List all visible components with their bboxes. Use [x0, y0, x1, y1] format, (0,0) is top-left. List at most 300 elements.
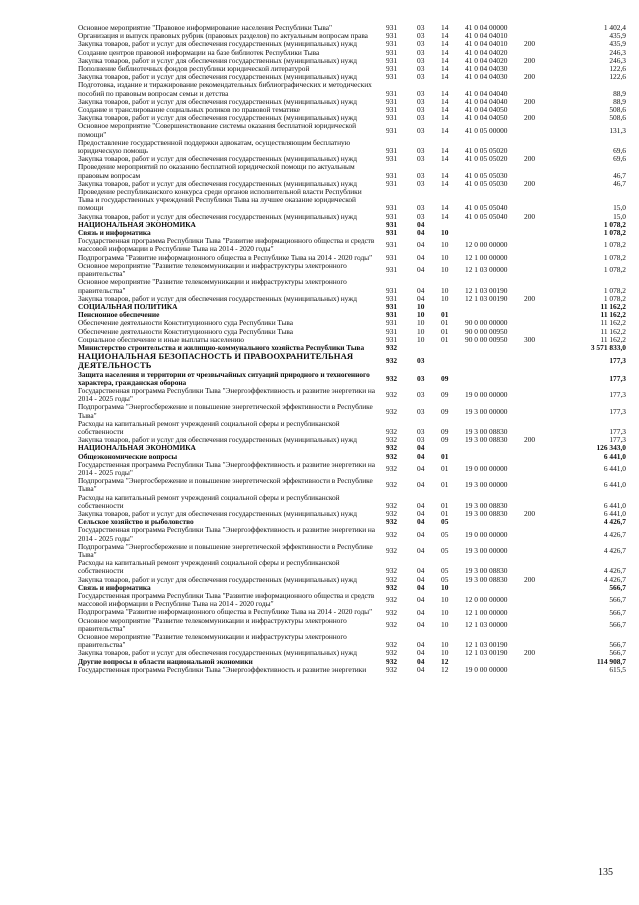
ministry-code: 931 — [386, 334, 398, 344]
section-code: 03 — [417, 178, 425, 188]
amount: 122,6 — [609, 64, 626, 74]
amount: 1 078,2 — [603, 285, 626, 295]
ministry-code: 932 — [386, 463, 398, 473]
section-code: 03 — [417, 406, 425, 416]
subsection-code: 09 — [441, 373, 449, 383]
table-row — [78, 494, 626, 510]
amount: 508,6 — [609, 113, 626, 123]
expense-type-code: 200 — [524, 508, 536, 518]
amount: 566,7 — [609, 648, 626, 658]
row-name: Подпрограмма "Энергосбережение и повышение энергетической эффективности в Республике Тыва" — [78, 476, 373, 494]
amount: 1 078,2 — [603, 264, 626, 274]
subsection-code: 09 — [441, 435, 449, 445]
subsection-code: 10 — [441, 228, 449, 238]
budget-table — [78, 24, 626, 674]
section-code: 04 — [417, 240, 425, 250]
amount: 6 441,0 — [603, 463, 626, 473]
expense-type-code: 200 — [524, 154, 536, 164]
ministry-code: 932 — [386, 500, 398, 510]
section-code: 04 — [417, 566, 425, 576]
target-article-code: 19 0 00 00000 — [465, 390, 508, 400]
row-name: Основное мероприятие "Развитие телекоммуникации и инфраструктуры электронного правительства" — [78, 615, 347, 633]
amount: 177,3 — [609, 356, 626, 366]
table-row — [78, 666, 626, 674]
amount: 1 078,2 — [603, 252, 626, 262]
subsection-code: 14 — [441, 31, 449, 41]
section-code: 04 — [417, 664, 425, 674]
target-article-code: 41 0 05 05020 — [465, 154, 508, 164]
subsection-code: 14 — [441, 113, 449, 123]
ministry-code: 931 — [386, 318, 398, 328]
section-code: 04 — [417, 517, 425, 527]
ministry-code: 931 — [386, 326, 398, 336]
amount: 88,9 — [613, 96, 626, 106]
amount: 11 162,2 — [600, 318, 626, 328]
ministry-code: 932 — [386, 595, 398, 605]
table-row — [78, 303, 626, 311]
amount: 15,0 — [613, 211, 626, 221]
subsection-code: 14 — [441, 64, 449, 74]
section-code: 10 — [417, 334, 425, 344]
amount: 246,3 — [609, 47, 626, 57]
section-code: 04 — [417, 619, 425, 629]
subsection-code: 05 — [441, 574, 449, 584]
ministry-code: 932 — [386, 373, 398, 383]
target-article-code: 41 0 04 04050 — [465, 105, 508, 115]
row-name: Связь и информатика — [78, 228, 151, 238]
row-name: Закупка товаров, работ и услуг для обеспечения государственных (муниципальных) нужд — [78, 39, 357, 49]
amount: 566,7 — [609, 640, 626, 650]
section-code: 04 — [417, 219, 425, 229]
expense-type-code: 200 — [524, 211, 536, 221]
target-article-code: 41 0 05 05030 — [465, 170, 508, 180]
amount: 88,9 — [613, 88, 626, 98]
target-article-code: 41 0 04 04010 — [465, 39, 508, 49]
subsection-code: 14 — [441, 23, 449, 32]
amount: 1 402,4 — [603, 23, 626, 32]
ministry-code: 931 — [386, 31, 398, 41]
ministry-code: 931 — [386, 23, 398, 32]
row-name: Закупка товаров, работ и услуг для обеспечения государственных (муниципальных) нужд — [78, 154, 357, 164]
amount: 508,6 — [609, 105, 626, 115]
section-code: 04 — [417, 648, 425, 658]
section-code: 03 — [417, 125, 425, 135]
row-name: Подпрограмма "Развитие информационного общества в Республике Тыва на 2014 - 2020 годы" — [78, 252, 373, 262]
ministry-code: 932 — [386, 656, 398, 666]
ministry-code: 932 — [386, 480, 398, 490]
table-row — [78, 139, 626, 155]
target-article-code: 12 1 03 00000 — [465, 264, 508, 274]
subsection-code: 12 — [441, 664, 449, 674]
ministry-code: 932 — [386, 607, 398, 617]
row-name: Закупка товаров, работ и услуг для обеспечения государственных (муниципальных) нужд — [78, 648, 357, 658]
row-name: Закупка товаров, работ и услуг для обеспечения государственных (муниципальных) нужд — [78, 113, 357, 123]
row-name: Основное мероприятие "Правовое информирование населения Республики Тыва" — [78, 23, 332, 32]
target-article-code: 41 0 05 05020 — [465, 146, 508, 156]
amount: 11 162,2 — [600, 326, 626, 336]
row-name: Социальное обеспечение и иные выплаты населению — [78, 334, 244, 344]
row-name: Проведение республиканского конкурса среди органов исполнительной власти Республики Тыва и государственных учреждений Республики Тыва на лучшее оказание юридической помощи — [78, 187, 362, 213]
target-article-code: 41 0 04 04020 — [465, 47, 508, 57]
section-code: 03 — [417, 373, 425, 383]
section-code: 03 — [417, 47, 425, 57]
row-name: Закупка товаров, работ и услуг для обеспечения государственных (муниципальных) нужд — [78, 574, 357, 584]
target-article-code: 19 3 00 00000 — [465, 480, 508, 490]
section-code: 04 — [417, 574, 425, 584]
expense-type-code: 200 — [524, 113, 536, 123]
subsection-code: 10 — [441, 607, 449, 617]
table-row — [78, 122, 626, 138]
ministry-code: 932 — [386, 435, 398, 445]
table-row — [78, 420, 626, 436]
amount: 6 441,0 — [603, 480, 626, 490]
subsection-code: 14 — [441, 105, 449, 115]
expense-type-code: 200 — [524, 55, 536, 65]
target-article-code: 12 0 00 00000 — [465, 240, 508, 250]
row-name: Организация и выпуск правовых рубрик (правовых разделов) по актуальным вопросам права — [78, 31, 368, 41]
subsection-code: 10 — [441, 252, 449, 262]
table-row — [78, 278, 626, 294]
ministry-code: 932 — [386, 582, 398, 592]
subsection-code: 14 — [441, 203, 449, 213]
amount: 126 343,0 — [596, 443, 626, 453]
ministry-code: 931 — [386, 105, 398, 115]
subsection-code: 10 — [441, 595, 449, 605]
ministry-code: 931 — [386, 310, 398, 320]
section-code: 04 — [417, 463, 425, 473]
section-code: 03 — [417, 105, 425, 115]
amount: 1 078,2 — [603, 219, 626, 229]
target-article-code: 90 0 00 00950 — [465, 334, 508, 344]
section-code: 10 — [417, 301, 425, 311]
subsection-code: 09 — [441, 390, 449, 400]
target-article-code: 19 0 00 00000 — [465, 664, 508, 674]
target-article-code: 12 1 00 00000 — [465, 607, 508, 617]
target-article-code: 41 0 05 05040 — [465, 203, 508, 213]
row-name: Закупка товаров, работ и услуг для обеспечения государственных (муниципальных) нужд — [78, 293, 357, 303]
subsection-code: 14 — [441, 47, 449, 57]
amount: 566,7 — [609, 619, 626, 629]
subsection-code: 10 — [441, 582, 449, 592]
amount: 177,3 — [609, 426, 626, 436]
expense-type-code: 200 — [524, 293, 536, 303]
ministry-code: 932 — [386, 426, 398, 436]
amount: 4 426,7 — [603, 566, 626, 576]
section-code: 03 — [417, 146, 425, 156]
subsection-code: 10 — [441, 264, 449, 274]
target-article-code: 41 0 04 04040 — [465, 96, 508, 106]
ministry-code: 932 — [386, 406, 398, 416]
target-article-code: 41 0 04 04030 — [465, 72, 508, 82]
table-row — [78, 543, 626, 559]
target-article-code: 19 3 00 08830 — [465, 500, 508, 510]
ministry-code: 931 — [386, 285, 398, 295]
row-name: Закупка товаров, работ и услуг для обеспечения государственных (муниципальных) нужд — [78, 435, 357, 445]
row-name: Создание и транслирование социальных роликов по правовой тематике — [78, 105, 300, 115]
row-name: Расходы на капитальный ремонт учреждений социальной сферы и республиканской собственности — [78, 492, 340, 510]
target-article-code: 19 0 00 00000 — [465, 529, 508, 539]
amount: 435,9 — [609, 39, 626, 49]
subsection-code: 05 — [441, 517, 449, 527]
target-article-code: 19 3 00 08830 — [465, 574, 508, 584]
target-article-code: 41 0 04 04020 — [465, 55, 508, 65]
ministry-code: 931 — [386, 211, 398, 221]
amount: 4 426,7 — [603, 545, 626, 555]
section-code: 03 — [417, 72, 425, 82]
target-article-code: 12 0 00 00000 — [465, 595, 508, 605]
ministry-code: 931 — [386, 96, 398, 106]
row-name: Подпрограмма "Энергосбережение и повышение энергетической эффективности в Республике Тыва" — [78, 541, 373, 559]
subsection-code: 14 — [441, 154, 449, 164]
subsection-code: 10 — [441, 640, 449, 650]
row-name: НАЦИОНАЛЬНАЯ ЭКОНОМИКА — [78, 219, 196, 229]
row-name: Расходы на капитальный ремонт учреждений социальной сферы и республиканской собственности — [78, 558, 340, 576]
row-name: Государственная программа Республики Тыва "Энергоэффективность и развитие энергетики — [78, 664, 367, 674]
target-article-code: 19 3 00 08830 — [465, 566, 508, 576]
section-code: 03 — [417, 390, 425, 400]
row-name: Закупка товаров, работ и услуг для обеспечения государственных (муниципальных) нужд — [78, 96, 357, 106]
amount: 1 078,2 — [603, 293, 626, 303]
ministry-code: 931 — [386, 39, 398, 49]
row-name: Министерство строительства и жилищно-коммунального хозяйства Республики Тыва — [78, 342, 365, 352]
target-article-code: 19 3 00 08830 — [465, 508, 508, 518]
target-article-code: 19 3 00 00000 — [465, 406, 508, 416]
row-name: Государственная программа Республики Тыва "Энергоэффективность и развитие энергетики на 2014 - 2025 годы" — [78, 459, 376, 477]
table-row — [78, 352, 626, 370]
amount: 177,3 — [609, 390, 626, 400]
amount: 46,7 — [613, 178, 626, 188]
target-article-code: 12 1 03 00190 — [465, 648, 508, 658]
section-code: 03 — [417, 39, 425, 49]
expense-type-code: 200 — [524, 435, 536, 445]
table-row — [78, 526, 626, 542]
table-row — [78, 477, 626, 493]
subsection-code: 01 — [441, 500, 449, 510]
expense-type-code: 200 — [524, 178, 536, 188]
row-name: Подпрограмма "Энергосбережение и повышение энергетической эффективности в Республике Тыва" — [78, 402, 373, 420]
section-code: 04 — [417, 451, 425, 461]
table-row — [78, 592, 626, 608]
subsection-code: 05 — [441, 566, 449, 576]
expense-type-code: 200 — [524, 648, 536, 658]
ministry-code: 932 — [386, 664, 398, 674]
ministry-code: 931 — [386, 125, 398, 135]
row-name: Проведение мероприятий по оказанию бесплатной юридической помощи по актуальным правовым вопросам — [78, 162, 355, 180]
ministry-code: 932 — [386, 390, 398, 400]
section-code: 10 — [417, 318, 425, 328]
target-article-code: 19 0 00 00000 — [465, 463, 508, 473]
ministry-code: 931 — [386, 88, 398, 98]
amount: 435,9 — [609, 31, 626, 41]
section-code: 03 — [417, 96, 425, 106]
section-code: 04 — [417, 607, 425, 617]
amount: 246,3 — [609, 55, 626, 65]
ministry-code: 931 — [386, 264, 398, 274]
target-article-code: 19 3 00 00000 — [465, 545, 508, 555]
amount: 4 426,7 — [603, 529, 626, 539]
row-name: Пенсионное обеспечение — [78, 310, 160, 320]
target-article-code: 41 0 04 00000 — [465, 23, 508, 32]
target-article-code: 41 0 05 05040 — [465, 211, 508, 221]
row-name: Основное мероприятие "Совершенствование системы оказания бесплатной юридической помощи" — [78, 121, 357, 139]
amount: 4 426,7 — [603, 517, 626, 527]
subsection-code: 14 — [441, 211, 449, 221]
row-name: Расходы на капитальный ремонт учреждений социальной сферы и республиканской собственности — [78, 418, 340, 436]
amount: 11 162,2 — [600, 334, 626, 344]
amount: 177,3 — [609, 435, 626, 445]
section-code: 03 — [417, 203, 425, 213]
target-article-code: 41 0 04 04030 — [465, 64, 508, 74]
subsection-code: 14 — [441, 88, 449, 98]
ministry-code: 932 — [386, 545, 398, 555]
target-article-code: 41 0 04 04050 — [465, 113, 508, 123]
amount: 177,3 — [609, 406, 626, 416]
section-code: 03 — [417, 55, 425, 65]
ministry-code: 931 — [386, 301, 398, 311]
row-name: Общеэкономические вопросы — [78, 451, 178, 461]
subsection-code: 10 — [441, 240, 449, 250]
section-code: 04 — [417, 595, 425, 605]
row-name: СОЦИАЛЬНАЯ ПОЛИТИКА — [78, 301, 178, 311]
target-article-code: 12 1 03 00190 — [465, 293, 508, 303]
subsection-code: 14 — [441, 72, 449, 82]
subsection-code: 01 — [441, 508, 449, 518]
target-article-code: 41 0 04 04040 — [465, 88, 508, 98]
expense-type-code: 200 — [524, 574, 536, 584]
target-article-code: 90 0 00 00950 — [465, 326, 508, 336]
subsection-code: 10 — [441, 619, 449, 629]
ministry-code: 932 — [386, 451, 398, 461]
section-code: 04 — [417, 508, 425, 518]
row-name: Защита населения и территории от чрезвычайных ситуаций природного и техногенного характера, гражданская оборона — [78, 369, 370, 387]
subsection-code: 10 — [441, 293, 449, 303]
ministry-code: 931 — [386, 72, 398, 82]
row-name: Закупка товаров, работ и услуг для обеспечения государственных (муниципальных) нужд — [78, 178, 357, 188]
amount: 177,3 — [609, 373, 626, 383]
amount: 6 441,0 — [603, 500, 626, 510]
section-code: 04 — [417, 656, 425, 666]
table-row — [78, 576, 626, 584]
section-code: 03 — [417, 31, 425, 41]
section-code: 10 — [417, 310, 425, 320]
row-name: Закупка товаров, работ и услуг для обеспечения государственных (муниципальных) нужд — [78, 55, 357, 65]
amount: 1 078,2 — [603, 240, 626, 250]
table-row — [78, 633, 626, 649]
ministry-code: 931 — [386, 293, 398, 303]
row-name: Закупка товаров, работ и услуг для обеспечения государственных (муниципальных) нужд — [78, 508, 357, 518]
target-article-code: 12 1 00 00000 — [465, 252, 508, 262]
table-row — [78, 221, 626, 229]
expense-type-code: 300 — [524, 334, 536, 344]
section-code: 03 — [417, 435, 425, 445]
amount: 69,6 — [613, 154, 626, 164]
ministry-code: 932 — [386, 443, 398, 453]
row-name: Предоставление государственной поддержки адвокатам, осуществляющим бесплатную юридическую помощь — [78, 137, 351, 156]
subsection-code: 14 — [441, 146, 449, 156]
amount: 6 441,0 — [603, 451, 626, 461]
subsection-code: 01 — [441, 310, 449, 320]
ministry-code: 931 — [386, 146, 398, 156]
subsection-code: 05 — [441, 545, 449, 555]
ministry-code: 931 — [386, 178, 398, 188]
target-article-code: 12 1 03 00190 — [465, 285, 508, 295]
section-code: 03 — [417, 23, 425, 32]
amount: 122,6 — [609, 72, 626, 82]
ministry-code: 931 — [386, 219, 398, 229]
amount: 114 908,7 — [596, 656, 626, 666]
subsection-code: 01 — [441, 480, 449, 490]
row-name: Создание центров правовой информации на базе библиотек Республики Тыва — [78, 47, 320, 57]
section-code: 04 — [417, 480, 425, 490]
row-name: Обеспечение деятельности Конституционного суда Республики Тыва — [78, 318, 294, 328]
ministry-code: 931 — [386, 203, 398, 213]
ministry-code: 932 — [386, 342, 398, 352]
amount: 15,0 — [613, 203, 626, 213]
section-code: 03 — [417, 154, 425, 164]
row-name: Основное мероприятие "Развитие телекоммуникации и инфраструктуры электронного правительства" — [78, 277, 347, 295]
section-code: 03 — [417, 64, 425, 74]
ministry-code: 931 — [386, 64, 398, 74]
table-row — [78, 262, 626, 278]
row-name: Закупка товаров, работ и услуг для обеспечения государственных (муниципальных) нужд — [78, 72, 357, 82]
ministry-code: 932 — [386, 508, 398, 518]
subsection-code: 14 — [441, 96, 449, 106]
table-row — [78, 237, 626, 253]
ministry-code: 931 — [386, 113, 398, 123]
section-code: 04 — [417, 285, 425, 295]
expense-type-code: 200 — [524, 39, 536, 49]
section-code: 03 — [417, 113, 425, 123]
subsection-code: 10 — [441, 648, 449, 658]
section-code: 04 — [417, 228, 425, 238]
subsection-code: 14 — [441, 178, 449, 188]
target-article-code: 41 0 05 00000 — [465, 125, 508, 135]
amount: 1 078,2 — [603, 228, 626, 238]
subsection-code: 01 — [441, 451, 449, 461]
table-row — [78, 188, 626, 213]
section-code: 04 — [417, 582, 425, 592]
subsection-code: 05 — [441, 529, 449, 539]
amount: 566,7 — [609, 582, 626, 592]
subsection-code: 14 — [441, 125, 449, 135]
section-code: 03 — [417, 356, 425, 366]
table-row — [78, 163, 626, 179]
row-name: НАЦИОНАЛЬНАЯ ЭКОНОМИКА — [78, 443, 196, 453]
amount: 566,7 — [609, 595, 626, 605]
section-code: 04 — [417, 443, 425, 453]
ministry-code: 931 — [386, 55, 398, 65]
ministry-code: 932 — [386, 566, 398, 576]
ministry-code: 931 — [386, 228, 398, 238]
row-name: Государственная программа Республики Тыва "Развитие информационного общества и средств массовой информации в Республике Тыва на 2014 - 2020 годы" — [78, 236, 375, 254]
row-name: Основное мероприятие "Развитие телекоммуникации и инфраструктуры электронного правительства" — [78, 260, 347, 279]
ministry-code: 932 — [386, 648, 398, 658]
row-name: Связь и информатика — [78, 582, 151, 592]
subsection-code: 14 — [441, 170, 449, 180]
subsection-code: 09 — [441, 406, 449, 416]
row-name: Государственная программа Республики Тыва "Энергоэффективность и развитие энергетики на 2014 - 2025 годы" — [78, 385, 376, 404]
ministry-code: 932 — [386, 517, 398, 527]
target-article-code: 19 3 00 08830 — [465, 426, 508, 436]
table-row — [78, 371, 626, 387]
row-name: Подготовка, издание и тиражирование рекомендательных библиографических и методических пособий по правовым вопросам семьи и детства — [78, 80, 372, 98]
section-code: 04 — [417, 293, 425, 303]
table-row — [78, 559, 626, 575]
subsection-code: 10 — [441, 285, 449, 295]
section-code: 04 — [417, 264, 425, 274]
ministry-code: 931 — [386, 154, 398, 164]
section-code: 04 — [417, 640, 425, 650]
